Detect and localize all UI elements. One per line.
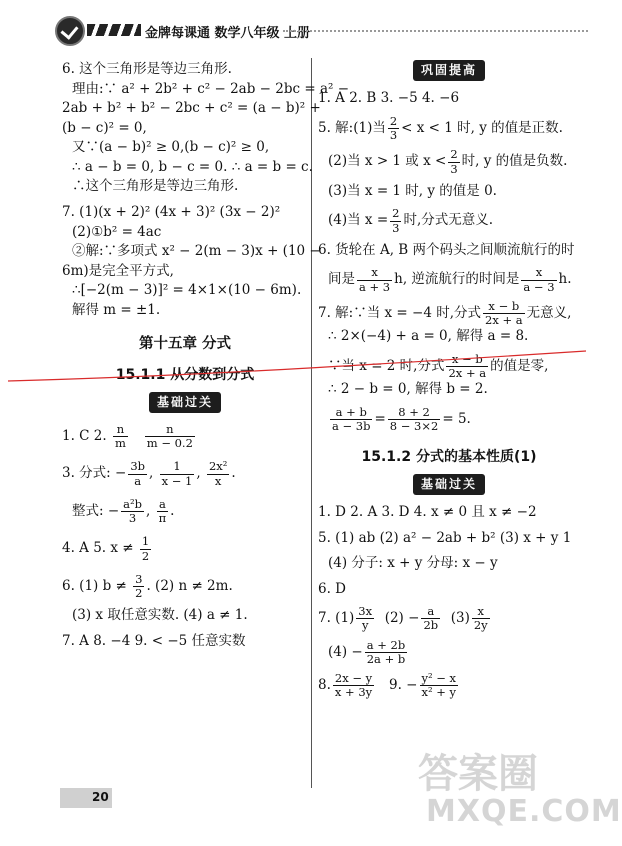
fraction: $\frac{8 + 2}{8 - 3\times 2}$: [389, 404, 439, 434]
fraction: $\frac{x - b}{2x + a}$: [448, 351, 487, 381]
answer-line: 1. D 2. A 3. D 4. x ≠ 0 且 x ≠ −2: [318, 503, 537, 520]
chapter-title: 第十五章 分式: [138, 336, 232, 353]
fraction: $\frac{x}{2y}$: [473, 604, 488, 633]
answer-line: (4) − $\frac{a + 2b}{2a + b}$: [328, 637, 406, 666]
fraction: $\frac{x}{a + 3}$: [359, 265, 391, 294]
answer-text: 3. 分式:: [62, 465, 111, 482]
q7-line: (2)①b² = 4ac: [72, 223, 162, 240]
q6-line: 又∵(a − b)² ≥ 0,(b − c)² ≥ 0,: [72, 139, 270, 156]
banner-label: 巩固提高: [413, 60, 485, 81]
answer-line: 6. (1) b ≠ $\frac{3}{2}$ . (2) n ≠ 2m.: [62, 571, 233, 600]
fraction: $\frac{2}{3}$: [389, 113, 398, 143]
answer-line: 6. D: [318, 580, 346, 597]
banner-label: 基础过关: [413, 474, 485, 495]
answer-text: 整式:: [72, 503, 104, 520]
decorative-stripes: [87, 24, 141, 36]
q7-line: 7. (1)(x + 2)² (4x + 3)² (3x − 2)²: [62, 203, 281, 220]
answer-line: 7. (1) $\frac{3x}{y}$ (2) − $\frac{a}{2b}$ (3) $\frac{x}{2y}$: [318, 604, 488, 633]
section-banner: [318, 60, 580, 81]
fraction: $\frac{1}{2}$: [141, 534, 150, 563]
section-title: 15.1.1 从分数到分式: [115, 367, 255, 384]
answer-line: [62, 535, 308, 562]
section-title: 15.1.2 分式的基本性质(1): [361, 449, 537, 466]
answer-line: (3) x 取任意实数. (4) a ≠ 1.: [72, 607, 248, 624]
q7-line: 6m)是完全平方式,: [62, 262, 174, 279]
answer-line: ∵当 x = 2 时,分式 $\frac{x - b}{2x + a}$ 的值是零,: [328, 351, 549, 381]
fraction: $\frac{n}{m}$: [114, 422, 126, 451]
fraction: $\frac{3x}{y}$: [358, 604, 373, 633]
answer-line: 6. 货轮在 A, B 两个码头之间顺流航行的时: [318, 241, 575, 258]
answer-line: 7. 解:∵当 x = −4 时,分式 $\frac{x - b}{2x + a}$ 无意义,: [318, 298, 572, 328]
page-number: 20: [92, 790, 109, 804]
q6-line: ∴ a − b = 0, b − c = 0. ∴ a = b = c.: [72, 158, 313, 175]
medal-logo-icon: [55, 16, 85, 46]
fraction: $\frac{3}{2}$: [135, 571, 143, 600]
answer-line: (4) 分子: x + y 分母: x − y: [328, 555, 498, 572]
watermark: [418, 742, 622, 842]
fraction: $\frac{\text{y² − x}}{\text{x² + y}}$: [421, 671, 457, 700]
fraction: $\frac{2}{3}$: [450, 147, 458, 176]
q6-line: ∴这个三角形是等边三角形.: [72, 178, 239, 195]
answer-text: 1. C 2.: [62, 428, 107, 445]
q6-line: 理由:∵ a² + 2b² + c² − 2ab − 2bc = a² −: [72, 80, 350, 97]
answer-line: 7. A 8. −4 9. < −5 任意实数: [62, 632, 246, 649]
q7-line: ②解:∵多项式 x² − 2(m − 3)x + (10 −: [72, 243, 321, 260]
fraction: $\frac{3b}{a}$: [130, 459, 146, 488]
q6-line: (b − c)² = 0,: [62, 119, 147, 136]
fraction: $\frac{\text{a²b}}{3}$: [123, 496, 142, 526]
fraction: $\frac{a}{\pi}$: [158, 496, 167, 526]
fraction: $\frac{\text{2x²}}{x}$: [208, 459, 228, 488]
section-banner: [62, 392, 308, 413]
answer-text: 6. (1) b ≠: [62, 577, 127, 594]
answer-line: 5. 解:(1)当 $\frac{2}{3}$ < x < 1 时, y 的值是正数.: [318, 113, 563, 143]
header-dotted-rule: [283, 30, 588, 32]
q6-line: 6. 这个三角形是等边三角形.: [62, 61, 232, 77]
answer-line: [62, 423, 308, 450]
answer-line: 1. A 2. B 3. −5 4. −6: [318, 90, 460, 107]
answer-text: 4. A 5. x ≠: [62, 540, 134, 557]
fraction: $\frac{2x - y}{x + 3y}$: [334, 671, 373, 700]
page-header: [55, 16, 585, 44]
fraction: $\frac{a + 2b}{2a + b}$: [366, 637, 406, 666]
fraction: $\frac{x - b}{2x + a}$: [485, 298, 523, 328]
answer-line: (3)当 x = 1 时, y 的值是 0.: [328, 182, 497, 199]
answer-line: (2)当 x > 1 或 x < $\frac{2}{3}$ 时, y 的值是负数.: [328, 147, 568, 176]
fraction: $\frac{a}{2b}$: [423, 604, 439, 633]
q7-line: ∴[−2(m − 3)]² = 4×1×(10 − 6m).: [72, 282, 302, 299]
fraction: $\frac{a + b}{a - 3b}$: [332, 404, 371, 434]
answer-line: 3. 分式: − $\frac{3b}{a}$ , $\frac{1}{x - 1}$ , $\frac{\text{2x²}}{x}$ .: [62, 459, 236, 488]
watermark-url: MXQE.COM: [426, 794, 622, 829]
fraction: $\frac{x}{a - 3}$: [523, 265, 555, 294]
answer-line: ∴ 2×(−4) + a = 0, 解得 a = 8.: [328, 328, 529, 345]
section-banner: [318, 474, 580, 495]
fraction: $\frac{2}{3}$: [392, 206, 400, 235]
banner-label: 基础过关: [149, 392, 221, 413]
answer-line: ∴ 2 − b = 0, 解得 b = 2.: [328, 381, 488, 398]
answer-line: 间是 $\frac{x}{a + 3}$ h, 逆流航行的时间是 $\frac{x}{a - 3}$ h.: [328, 265, 572, 294]
watermark-text: 答案圈: [418, 751, 538, 797]
book-title: 金牌每课通 数学八年级 上册: [145, 26, 311, 41]
answer-line: (4)当 x = $\frac{2}{3}$ 时,分式无意义.: [328, 206, 494, 235]
answer-line: 5. (1) ab (2) a² − 2ab + b² (3) x + y 1: [318, 529, 572, 546]
answer-line: 8. $\frac{2x - y}{x + 3y}$ 9. − $\frac{\text{y² − x}}{\text{x² + y}}$: [318, 671, 457, 700]
q7-line: 解得 m = ±1.: [72, 301, 161, 318]
fraction: $\frac{1}{x - 1}$: [161, 459, 193, 488]
answer-line: 整式: − $\frac{\text{a²b}}{3}$ , $\frac{a}{\pi}$ .: [72, 496, 175, 526]
q6-line: 2ab + b² + b² − 2bc + c² = (a − b)² +: [62, 100, 321, 117]
fraction: $\frac{n}{m - 0.2}$: [146, 422, 193, 451]
answer-line: $\frac{a + b}{a - 3b}$ = $\frac{8 + 2}{8 - 3\times 2}$ = 5.: [332, 404, 471, 434]
red-pen-line: [8, 347, 586, 391]
